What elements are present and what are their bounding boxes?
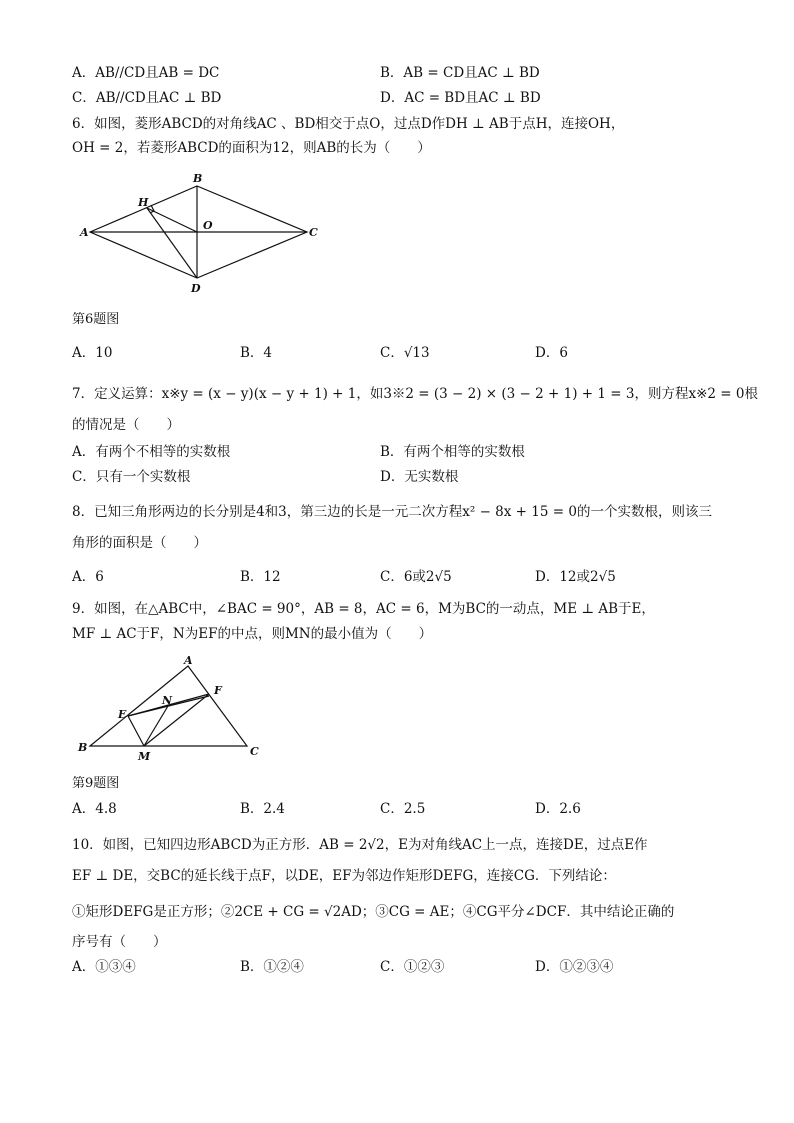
q8-option-a: A．6 [72, 569, 104, 585]
q9-triangle-figure [76, 654, 276, 766]
q10-text-line4: 序号有（ ） [72, 934, 167, 950]
q6-label-b: B [193, 172, 203, 185]
q5-option-d: D．AC = BD且AC ⊥ BD [380, 90, 541, 106]
q6-label-o: O [203, 219, 213, 232]
q9-label-a: A [184, 654, 193, 667]
q6-text-line2: OH = 2，若菱形ABCD的面积为12，则AB的长为（ ） [72, 140, 431, 156]
q6-option-a: A．10 [72, 345, 113, 361]
q7-option-d: D．无实数根 [380, 469, 459, 485]
q5-option-b: B．AB = CD且AC ⊥ BD [380, 65, 540, 81]
q8-text-line1: 8．已知三角形两边的长分别是4和3，第三边的长是一元二次方程x² − 8x + 15 = 0的一个实数根，则该三 [72, 504, 712, 520]
q10-option-a: A．①③④ [72, 959, 136, 975]
q6-figure-caption: 第6题图 [72, 312, 120, 327]
q7-option-a: A．有两个不相等的实数根 [72, 444, 231, 460]
q9-option-c: C．2.5 [380, 801, 426, 817]
q10-option-c: C．①②③ [380, 959, 445, 975]
q10-option-d: D．①②③④ [535, 959, 614, 975]
q9-label-f: F [214, 684, 222, 697]
q5-option-c: C．AB//CD且AC ⊥ BD [72, 90, 222, 106]
q6-option-b: B．4 [240, 345, 273, 361]
q9-option-a: A．4.8 [72, 801, 117, 817]
q6-label-a: A [80, 226, 89, 239]
q9-label-e: E [118, 708, 127, 721]
q8-option-d: D．12或2√5 [535, 569, 616, 585]
q6-rhombus-figure [80, 168, 325, 298]
q9-label-b: B [78, 741, 88, 754]
q10-text-line1: 10．如图，已知四边形ABCD为正方形．AB = 2√2，E为对角线AC上一点，连接DE，过点E作 [72, 837, 648, 853]
q6-label-c: C [309, 226, 318, 239]
q10-option-b: B．①②④ [240, 959, 304, 975]
q8-option-b: B．12 [240, 569, 281, 585]
q6-label-d: D [191, 282, 201, 295]
q9-text-line1: 9．如图，在△ABC中，∠BAC = 90°，AB = 8，AC = 6，M为BC的一动点，ME ⊥ AB于E， [72, 601, 655, 617]
q9-label-c: C [250, 745, 259, 758]
q9-text-line2: MF ⊥ AC于F，N为EF的中点，则MN的最小值为（ ） [72, 626, 433, 642]
q7-option-c: C．只有一个实数根 [72, 469, 191, 485]
q7-option-b: B．有两个相等的实数根 [380, 444, 525, 460]
q9-label-m: M [138, 750, 151, 763]
q7-text-line2: 的情况是（ ） [72, 417, 180, 433]
q9-label-n: N [162, 694, 173, 707]
q5-option-a: A．AB//CD且AB = DC [72, 65, 220, 81]
q9-option-d: D．2.6 [535, 801, 581, 817]
q9-figure-caption: 第9题图 [72, 776, 120, 791]
q7-text-line1: 7．定义运算：x※y = (x − y)(x − y + 1) + 1，如3※2 = (3 − 2) × (3 − 2 + 1) + 1 = 3，则方程x※2 = 0根 [72, 386, 758, 402]
q6-text-line1: 6．如图，菱形ABCD的对角线AC 、BD相交于点O，过点D作DH ⊥ AB于点H，连接OH， [72, 116, 625, 132]
q6-option-c: C．√13 [380, 345, 430, 361]
q9-option-b: B．2.4 [240, 801, 285, 817]
q10-text-line2: EF ⊥ DE，交BC的延长线于点F，以DE，EF为邻边作矩形DEFG，连接CG．下列结论： [72, 868, 616, 884]
q8-option-c: C．6或2√5 [380, 569, 452, 585]
q6-option-d: D．6 [535, 345, 568, 361]
q6-label-h: H [138, 196, 149, 209]
q8-text-line2: 角形的面积是（ ） [72, 535, 207, 551]
q10-text-line3: ①矩形DEFG是正方形；②2CE + CG = √2AD；③CG = AE；④CG平分∠DCF．其中结论正确的 [72, 904, 675, 920]
